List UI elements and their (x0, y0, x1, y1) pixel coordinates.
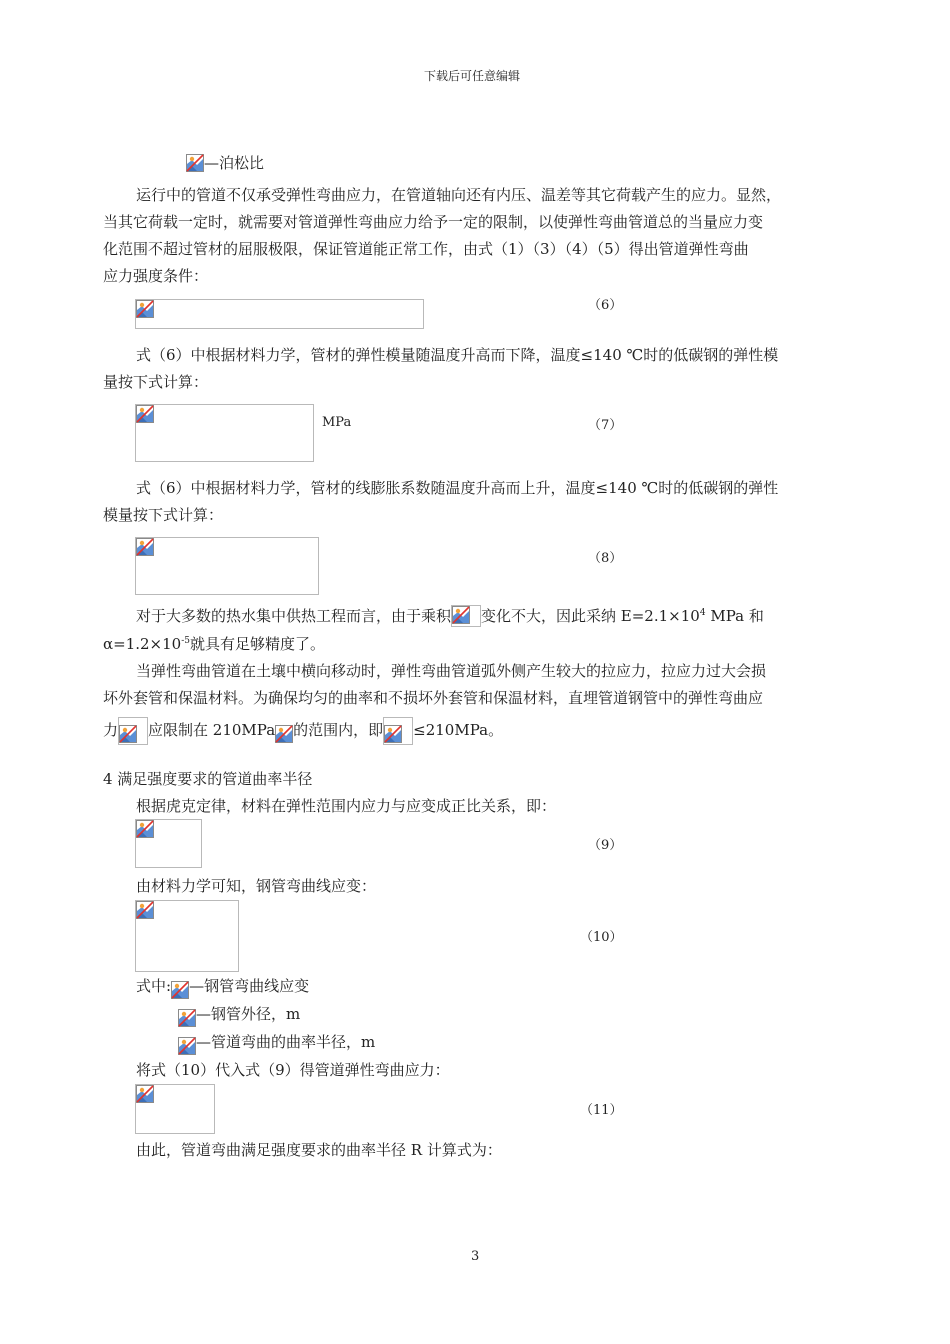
equation-image (135, 299, 424, 329)
image-placeholder-icon (136, 1085, 154, 1103)
paragraph-line: 模量按下式计算： (103, 506, 224, 524)
paragraph-line: 由此，管道弯曲满足强度要求的曲率半径 R 计算式为： (136, 1141, 502, 1159)
equation-number: （9） (588, 838, 623, 853)
equation-image (135, 900, 239, 972)
paragraph-line: 运行中的管道不仅承受弹性弯曲应力，在管道轴向还有内压、温差等其它荷载产生的应力。显然， (136, 186, 782, 204)
definition-line: —钢管外径，m (178, 1004, 300, 1027)
equation-image (135, 537, 319, 595)
paragraph-line: 将式（10）代入式（9）得管道弹性弯曲应力： (136, 1061, 450, 1079)
image-placeholder-icon (136, 538, 154, 556)
image-placeholder-icon (275, 719, 293, 743)
paragraph-line: 对于大多数的热水集中供热工程而言，由于乘积 变化不大，因此采纳 $E=2.1\times 10^4$ MPa 和 (136, 607, 764, 625)
image-placeholder-icon (118, 717, 148, 745)
image-placeholder-icon (136, 901, 154, 919)
paragraph-line: $\alpha=1.2\times 10^{-5}$就具有足够精度了。 (103, 635, 326, 653)
equation-image (135, 819, 202, 868)
page-number: 3 (471, 1249, 480, 1264)
section-heading: 4 满足强度要求的管道曲率半径 (103, 770, 313, 788)
image-placeholder-icon (383, 717, 413, 745)
image-placeholder-icon (451, 605, 481, 627)
equation-image (135, 404, 314, 462)
definition-line: —管道弯曲的曲率半径，m (178, 1032, 375, 1055)
image-placeholder-icon (178, 1009, 196, 1027)
image-placeholder-icon (171, 981, 189, 999)
paragraph-line: 力 应限制在 210MPa 的范围内，即 ≤210MPa。 (103, 717, 503, 745)
poisson-line: —泊松比 (186, 153, 264, 173)
paragraph-line: 由材料力学可知，钢管弯曲线应变： (136, 877, 377, 895)
equation-number: （10） (580, 930, 623, 945)
paragraph-line: 应力强度条件： (103, 267, 209, 285)
paragraph-line: 当其它荷载一定时，就需要对管道弹性弯曲应力给予一定的限制，以使弹性弯曲管道总的当量应力变 (103, 213, 764, 231)
equation-number: （6） (588, 298, 623, 313)
image-placeholder-icon (186, 154, 204, 172)
paragraph-line: 式（6）中根据材料力学，管材的弹性模量随温度升高而下降，温度≤140 ℃时的低碳钢的弹性模 (136, 346, 779, 364)
image-placeholder-icon (136, 300, 154, 318)
image-placeholder-icon (178, 1037, 196, 1055)
equation-number: （7） (588, 418, 623, 433)
image-placeholder-icon (136, 820, 154, 838)
paragraph-line: 坏外套管和保温材料。为确保均匀的曲率和不损坏外套管和保温材料，直埋管道钢管中的弹性弯曲应 (103, 689, 764, 707)
unit-label: MPa (322, 415, 352, 430)
equation-number: （11） (580, 1103, 623, 1118)
equation-number: （8） (588, 551, 623, 566)
paragraph-line: 量按下式计算： (103, 373, 209, 391)
definition-line: 式中: —钢管弯曲线应变 (136, 976, 309, 999)
paragraph-line: 式（6）中根据材料力学，管材的线膨胀系数随温度升高而上升，温度≤140 ℃时的低碳钢的弹性 (136, 479, 779, 497)
paragraph-line: 根据虎克定律，材料在弹性范围内应力与应变成正比关系，即： (136, 797, 557, 815)
paragraph-line: 化范围不超过管材的屈服极限，保证管道能正常工作，由式（1）（3）（4）（5）得出管道弹性弯曲 (103, 240, 749, 258)
equation-image (135, 1084, 215, 1134)
image-placeholder-icon (136, 405, 154, 423)
paragraph-line: 当弹性弯曲管道在土壤中横向移动时，弹性弯曲管道弧外侧产生较大的拉应力，拉应力过大会损 (136, 662, 767, 680)
page-header: 下载后可任意编辑 (424, 69, 521, 83)
